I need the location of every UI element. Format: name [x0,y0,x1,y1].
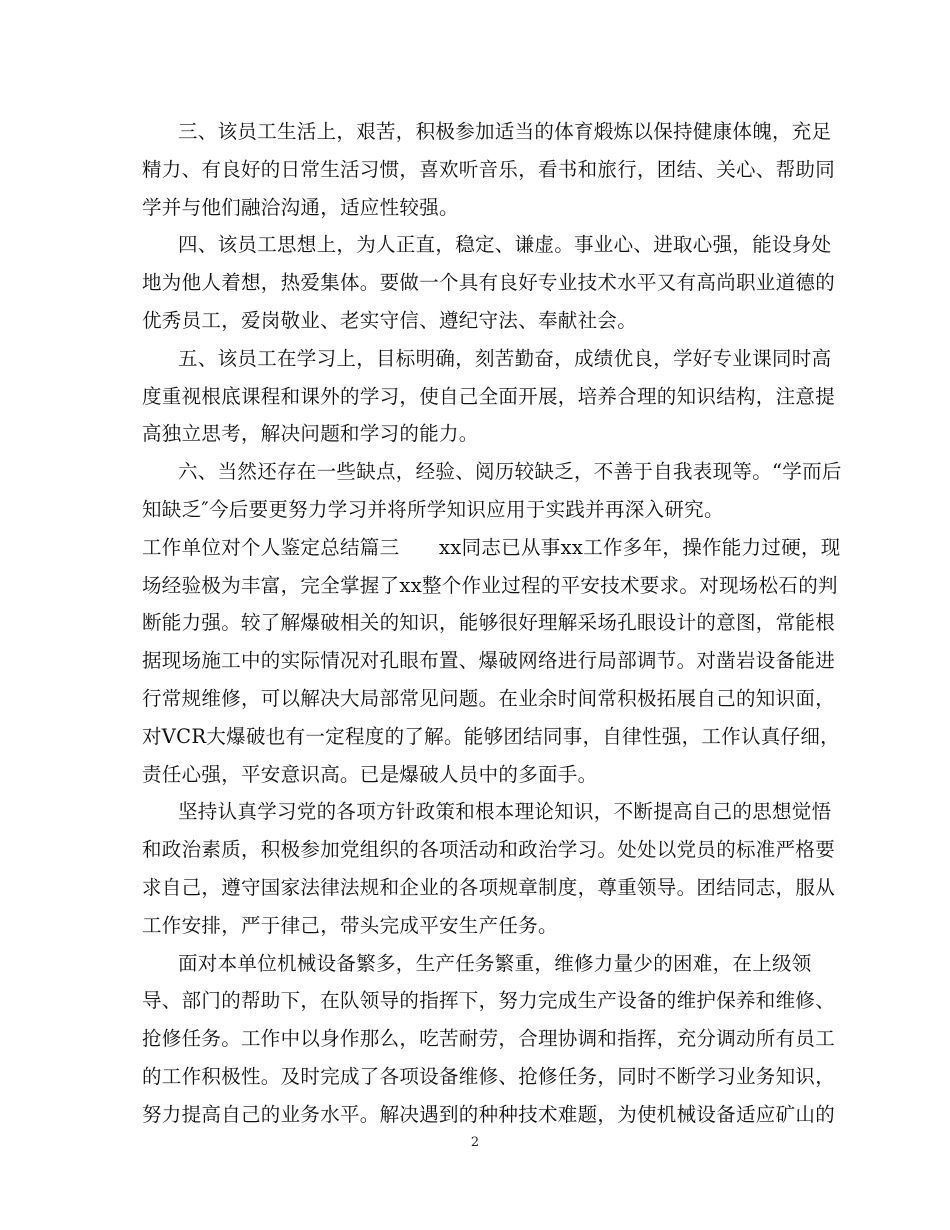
text-line: 和政治素质，积极参加党组织的各项活动和政治学习。处处以党员的标准严格要 [142,838,836,862]
text-line: 优秀员工，爱岗敬业、老实守信、遵纪守法、奉献社会。 [142,308,638,332]
text-line: 高独立思考，解决问题和学习的能力。 [142,422,479,446]
text-line: 导、部门的帮助下，在队领导的指挥下，努力完成生产设备的维护保养和维修、 [142,989,836,1013]
text-line: 学并与他们融洽沟通，适应性较强。 [142,195,459,219]
paragraph-first-line: 四、该员工思想上，为人正直，稳定、谦虚。事业心、进取心强，能设身处 [178,233,832,257]
text-line: 场经验极为丰富，完全掌握了xx整个作业过程的平安技术要求。对现场松石的判 [142,573,838,597]
text-line: 责任心强，平安意识高。已是爆破人员中的多面手。 [142,762,598,786]
text-line: 度重视根底课程和课外的学习，使自己全面开展，培养合理的知识结构，注意提 [142,384,836,408]
text-line: 知缺乏″今后要更努力学习并将所学知识应用于实践并再深入研究。 [142,497,724,521]
text-line: 行常规维修，可以解决大局部常见问题。在业余时间常积极拓展自己的知识面， [142,686,836,710]
paragraph-first-line: 面对本单位机械设备繁多，生产任务繁重，维修力量少的困难，在上级领 [178,951,812,975]
text-line: 断能力强。较了解爆破相关的知识，能够很好理解采场孔眼设计的意图，常能根 [142,611,836,635]
text-line: 对VCR大爆破也有一定程度的了解。能够团结同事，自律性强，工作认真仔细， [142,724,840,748]
document-body [142,113,842,1134]
page-number: 2 [470,1135,480,1150]
text-line: 地为他人着想，热爱集体。要做一个具有良好专业技术水平又有高尚职业道德的 [142,271,836,295]
text-line: 的工作积极性。及时完成了各项设备维修、抢修任务，同时不断学习业务知识， [142,1064,836,1088]
text-line: 工作单位对个人鉴定总结篇三 xx同志已从事xx工作多年，操作能力过硬，现 [142,535,841,559]
text-line: 抢修任务。工作中以身作那么，吃苦耐劳，合理协调和指挥，充分调动所有员工 [142,1027,836,1051]
text-line: 据现场施工中的实际情况对孔眼布置、爆破网络进行局部调节。对凿岩设备能进 [142,649,836,673]
text-line: 求自己，遵守国家法律法规和企业的各项规章制度，尊重领导。团结同志，服从 [142,875,836,899]
paragraph-first-line: 六、当然还存在一些缺点，经验、阅历较缺乏，不善于自我表现等。“学而后 [178,460,842,484]
paragraph-first-line: 五、该员工在学习上，目标明确，刻苦勤奋，成绩优良，学好专业课同时高 [178,346,832,370]
text-line: 努力提高自己的业务水平。解决遇到的种种技术难题，为使机械设备适应矿山的 [142,1102,836,1126]
text-line: 工作安排，严于律己，带头完成平安生产任务。 [142,913,558,937]
paragraph-first-line: 坚持认真学习党的各项方针政策和根本理论知识，不断提高自己的思想觉悟 [178,800,832,824]
paragraph-first-line: 三、该员工生活上，艰苦，积极参加适当的体育煅炼以保持健康体魄，充足 [178,120,832,143]
text-line: 精力、有良好的日常生活习惯，喜欢听音乐，看书和旅行，团结、关心、帮助同 [142,157,836,181]
